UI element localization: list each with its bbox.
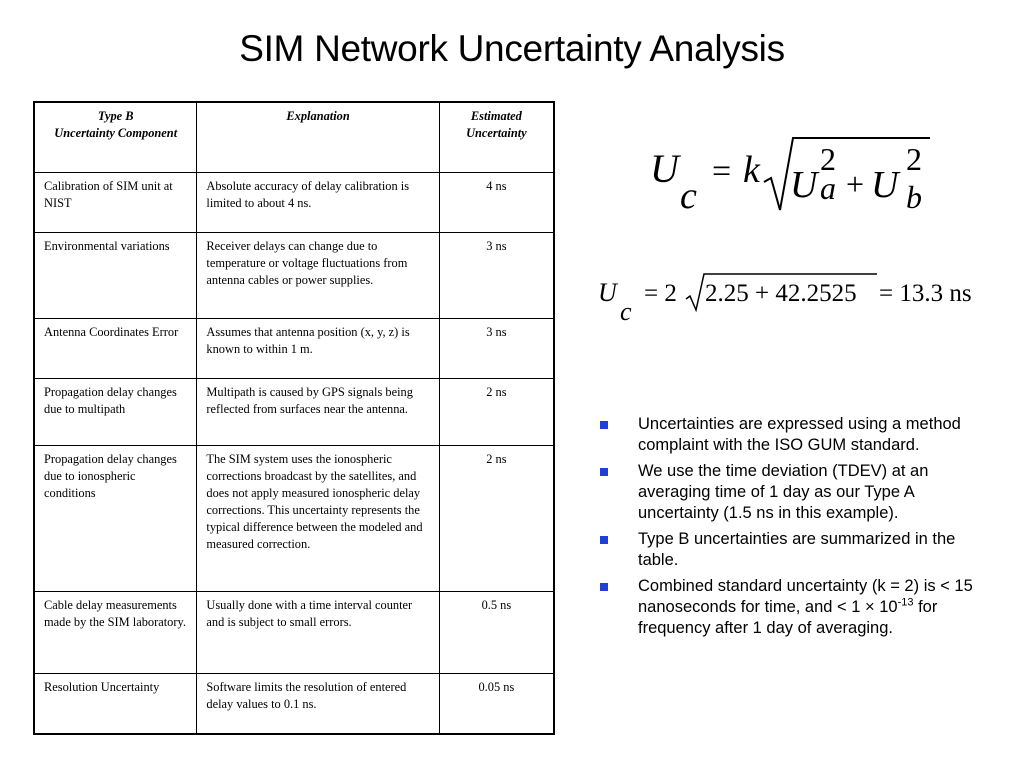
list-item (600, 576, 992, 639)
table-row (34, 173, 554, 233)
notes-list (600, 414, 992, 644)
cell-explanation: Assumes that antenna position (x, y, z) is known to within 1 m. (197, 319, 439, 379)
cell-component: Propagation delay changes due to multipath (34, 379, 197, 446)
cell-uncertainty: 3 ns (439, 319, 554, 379)
combined-uncertainty-formula (650, 135, 950, 215)
formula-symbol-ub: U (871, 164, 899, 206)
numeric-uncertainty-formula (598, 270, 998, 330)
cell-component: Environmental variations (34, 233, 197, 319)
formula-coverage-k: k (743, 149, 760, 191)
cell-explanation: Receiver delays can change due to temperature or voltage fluctuations from antenna cables or power supplies. (197, 233, 439, 319)
header-component-line2: Uncertainty Component (54, 126, 178, 140)
note-power-exponent: -13 (897, 596, 914, 609)
cell-component: Resolution Uncertainty (34, 674, 197, 734)
cell-explanation: Multipath is caused by GPS signals being reflected from surfaces near the antenna. (197, 379, 439, 446)
cell-uncertainty: 4 ns (439, 173, 554, 233)
square-bullet-icon (600, 536, 608, 544)
cell-component: Cable delay measurements made by the SIM laboratory. (34, 592, 197, 674)
header-explanation (197, 102, 439, 173)
slide-title: SIM Network Uncertainty Analysis (239, 28, 785, 69)
table-row (34, 233, 554, 319)
cell-uncertainty: 0.5 ns (439, 592, 554, 674)
table-row (34, 592, 554, 674)
header-explanation-text: Explanation (286, 109, 350, 123)
table-header-row (34, 102, 554, 173)
note-text-part2: for frequency after 1 day of averaging. (638, 598, 938, 637)
cell-explanation: Usually done with a time interval counter and is subject to small errors. (197, 592, 439, 674)
note-text: Uncertainties are expressed using a method complaint with the ISO GUM standard. (638, 415, 961, 454)
numeric-radicand: 2.25 + 42.2525 (705, 280, 857, 307)
header-component (34, 102, 197, 173)
numeric-lhs: = 2 (644, 280, 677, 307)
header-uncertainty-line2: Uncertainty (466, 126, 527, 140)
square-bullet-icon (600, 468, 608, 476)
table-row (34, 674, 554, 734)
formula-symbol-u: U (650, 146, 679, 191)
cell-component: Antenna Coordinates Error (34, 319, 197, 379)
times-symbol: × (865, 598, 875, 616)
cell-explanation: The SIM system uses the ionospheric corrections broadcast by the satellites, and does not apply measured ionospheric delay corrections. This uncertainty represents the typical difference between the modeled and measured correction. (197, 446, 439, 592)
table-row (34, 446, 554, 592)
cell-uncertainty: 0.05 ns (439, 674, 554, 734)
note-power-base: 10 (874, 598, 898, 616)
cell-component: Calibration of SIM unit at NIST (34, 173, 197, 233)
formula-symbol-ua: U (790, 164, 818, 206)
cell-uncertainty: 3 ns (439, 233, 554, 319)
numeric-result: = 13.3 ns (879, 280, 972, 307)
note-text-part1: Combined standard uncertainty (k = 2) is < 15 nanoseconds for time, and < 1 (638, 577, 973, 616)
formula-subscript-a: a (820, 170, 836, 206)
cell-explanation: Absolute accuracy of delay calibration is limited to about 4 ns. (197, 173, 439, 233)
formula-exponent-a: 2 (820, 141, 836, 177)
table-row (34, 319, 554, 379)
formula-plus: + (846, 166, 865, 202)
list-item (600, 529, 992, 571)
uncertainty-table (33, 101, 555, 735)
table-row (34, 379, 554, 446)
cell-uncertainty: 2 ns (439, 379, 554, 446)
formula-subscript-c: c (680, 175, 697, 215)
cell-component: Propagation delay changes due to ionospheric conditions (34, 446, 197, 592)
note-text: We use the time deviation (TDEV) at an averaging time of 1 day as our Type A uncertainty (1.5 ns in this example). (638, 462, 929, 522)
list-item (600, 461, 992, 524)
cell-explanation: Software limits the resolution of entered delay values to 0.1 ns. (197, 674, 439, 734)
list-item (600, 414, 992, 456)
square-bullet-icon (600, 583, 608, 591)
header-uncertainty (439, 102, 554, 173)
numeric-symbol-u: U (598, 278, 617, 307)
note-text: Type B uncertainties are summarized in the table. (638, 530, 956, 569)
square-bullet-icon (600, 421, 608, 429)
header-uncertainty-line1: Estimated (470, 109, 522, 123)
header-component-line1: Type B (97, 109, 134, 123)
formula-subscript-b: b (906, 179, 922, 215)
cell-uncertainty: 2 ns (439, 446, 554, 592)
numeric-subscript-c: c (620, 297, 632, 326)
formula-equals: = (712, 153, 732, 190)
formula-exponent-b: 2 (906, 141, 922, 177)
